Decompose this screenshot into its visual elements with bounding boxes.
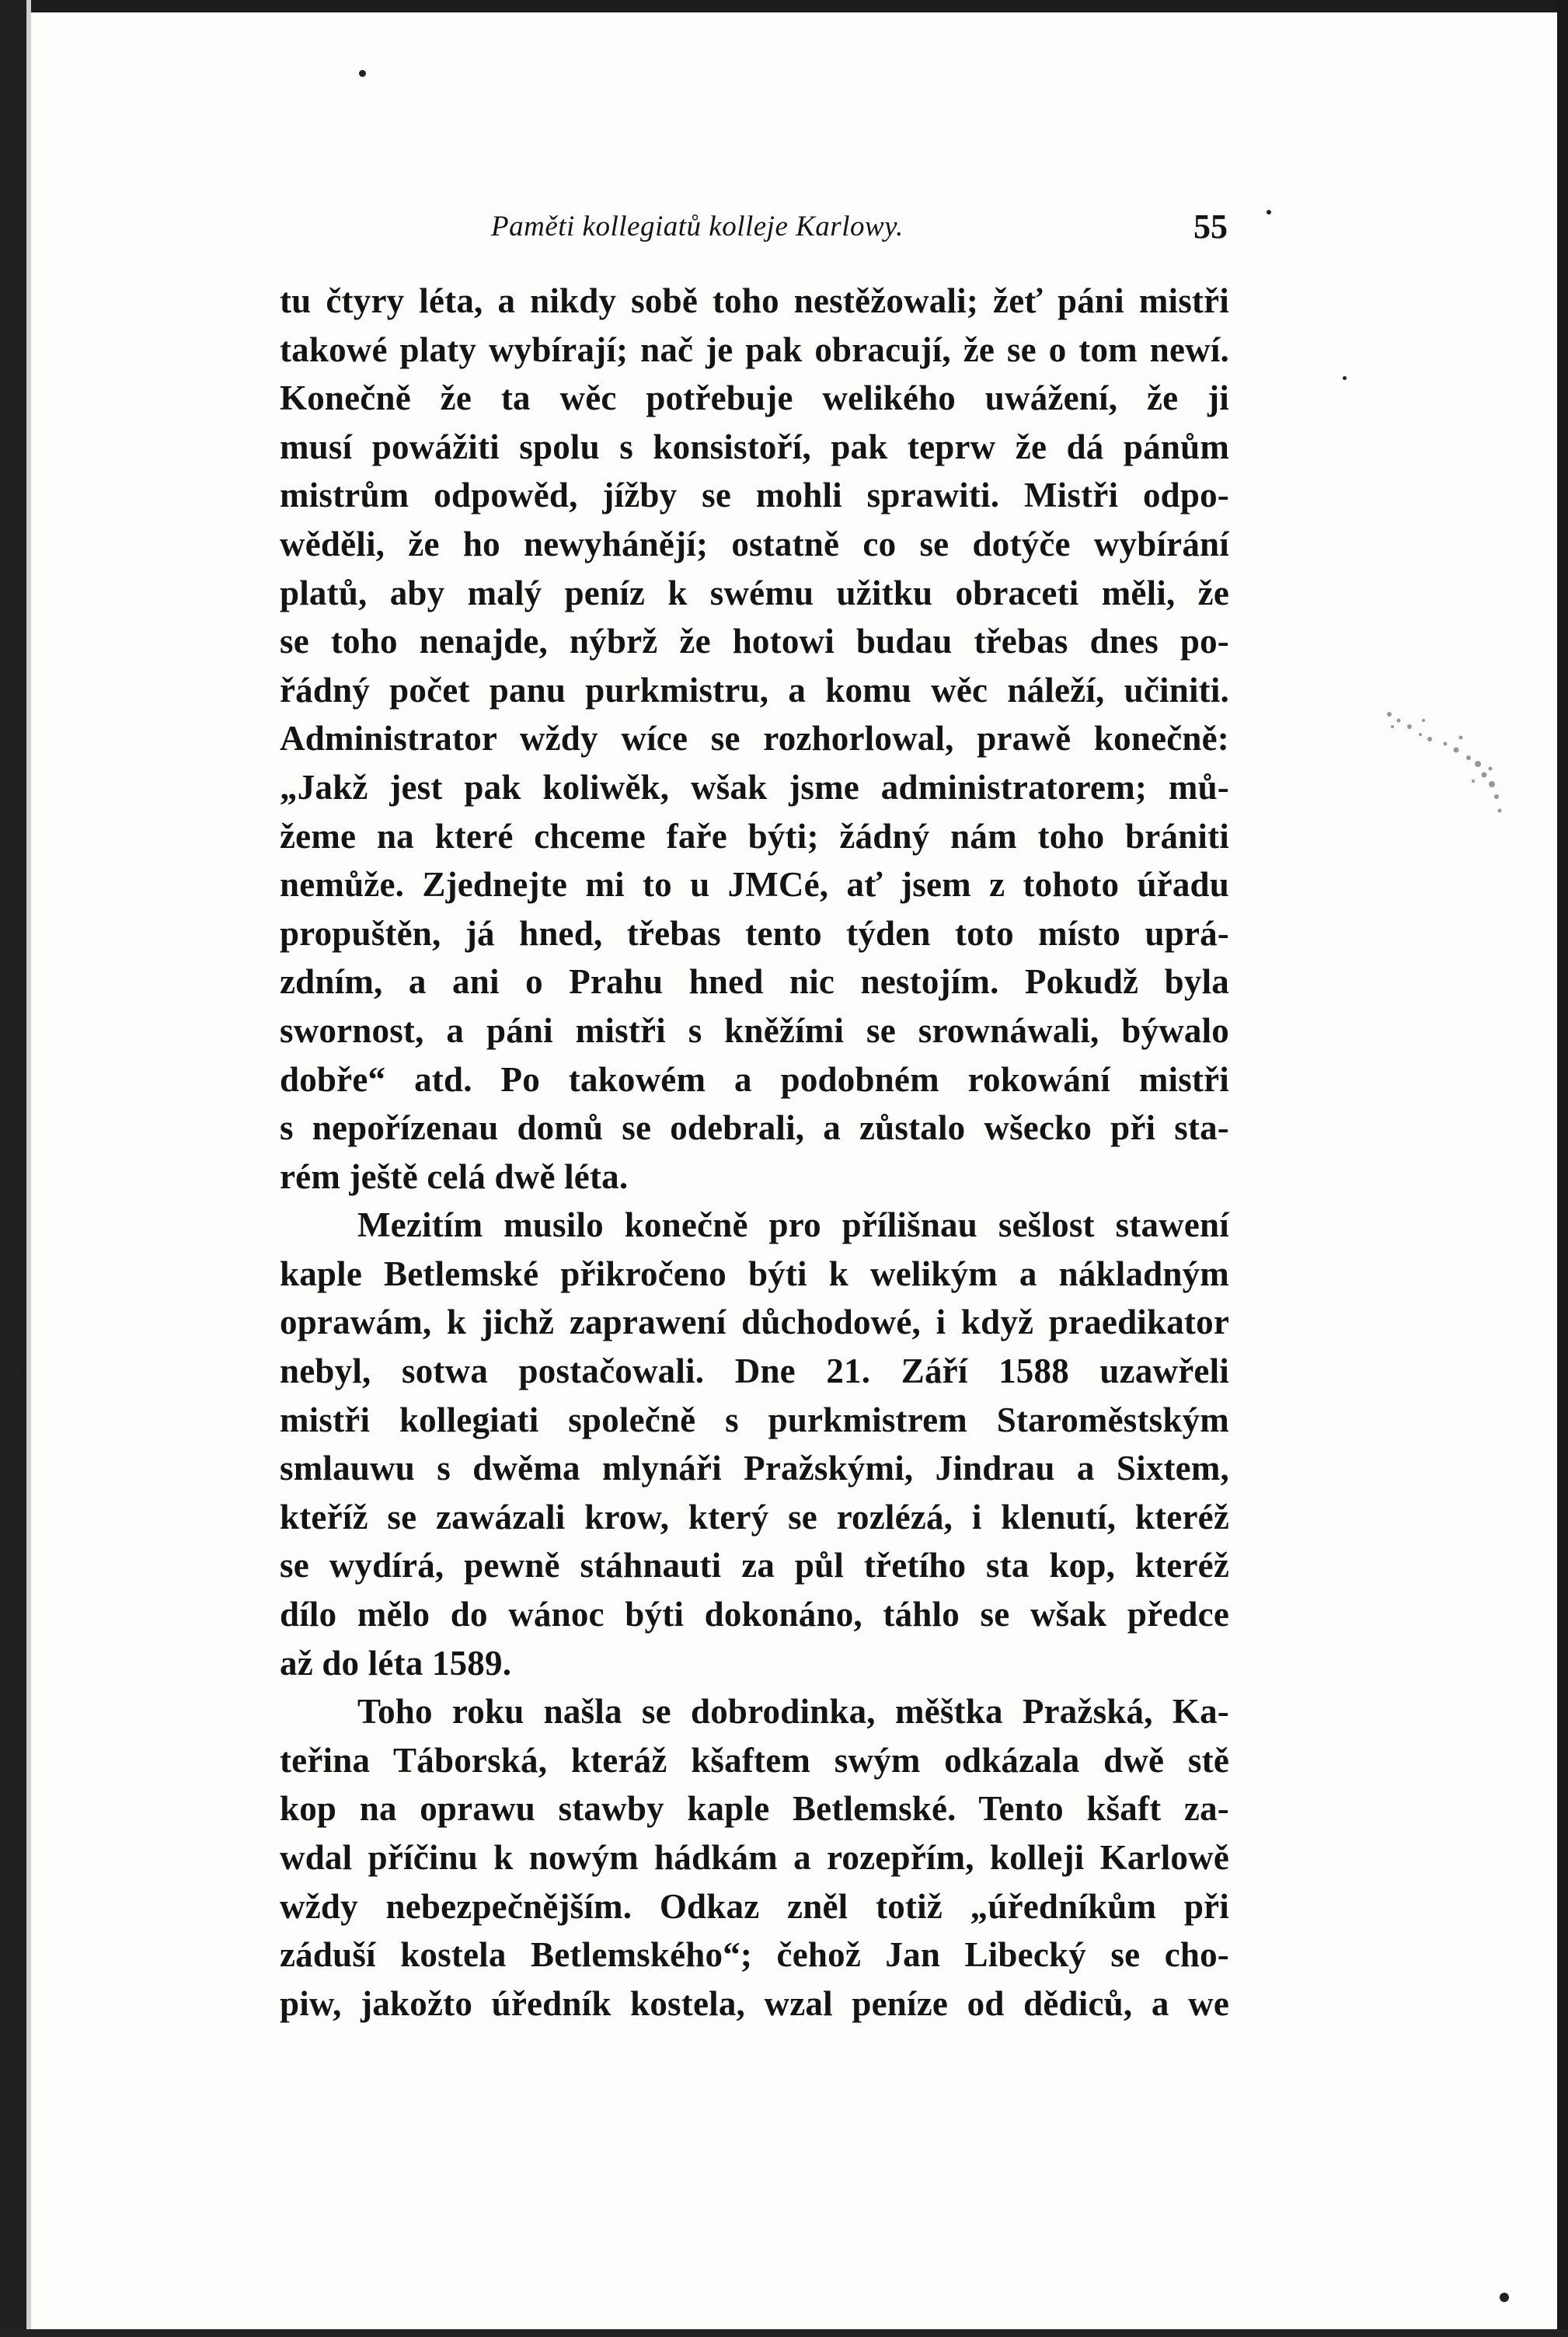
text-line: propuštěn, já hned, třebas tento týden toto místo uprá- xyxy=(280,913,1229,953)
scan-smudge xyxy=(1375,703,1507,820)
scan-edge-right xyxy=(1557,0,1568,2337)
scan-speck xyxy=(1500,2293,1509,2302)
paragraph-start: Toho roku našla se dobrodinka, měštka Pražská, Ka- xyxy=(357,1692,1229,1732)
scan-speck xyxy=(1343,376,1347,380)
text-line: smlauwu s dwěma mlynáři Pražskými, Jindrau a Sixtem, xyxy=(280,1449,1229,1488)
text-line: tu čtyry léta, a nikdy sobě toho nestěžowali; žeť páni mistři xyxy=(280,281,1229,320)
text-line: mistrům odpowěd, jížby se mohli sprawiti. Mistři odpo- xyxy=(280,476,1229,515)
text-line: Konečně že ta wěc potřebuje welikého uwážení, že ji xyxy=(280,378,1229,418)
paragraph-start: Mezitím musilo konečně pro přílišnau sešlost stawení xyxy=(357,1205,1229,1245)
text-line: takowé platy wybírají; nač je pak obracují, že se o tom newí. xyxy=(280,330,1229,369)
scan-speck xyxy=(1267,210,1271,215)
text-line: nemůže. Zjednejte mi to u JMCé, ať jsem z tohoto úřadu xyxy=(280,865,1229,905)
text-line: řádný počet panu purkmistru, a komu wěc náleží, učiniti. xyxy=(280,670,1229,710)
text-line: platů, aby malý peníz k swému užitku obraceti měli, že xyxy=(280,573,1229,612)
body-text xyxy=(280,277,1229,2028)
text-line: se toho nenajde, nýbrž že hotowi budau třebas dnes po- xyxy=(280,622,1229,661)
text-line: dílo mělo do wánoc býti dokonáno, táhlo se wšak předce xyxy=(280,1595,1229,1634)
text-line: zdním, a ani o Prahu hned nic nestojím. Pokudž byla xyxy=(280,962,1229,1002)
text-line: dobře“ atd. Po takowém a podobném rokowání mistři xyxy=(280,1059,1229,1099)
scan-speck xyxy=(9,1369,20,1376)
text-line: mistři kollegiati společně s purkmistrem Staroměstským xyxy=(280,1400,1229,1439)
text-line: wždy nebezpečnějším. Odkaz zněl totiž „úředníkům při xyxy=(280,1886,1229,1926)
page-number: 55 xyxy=(1193,208,1228,246)
text-line: „Jakž jest pak koliwěk, wšak jsme administratorem; mů- xyxy=(280,767,1229,807)
text-line: oprawám, k jichž zaprawení důchodowé, i když praedikator xyxy=(280,1303,1229,1342)
scan-edge-left-inner xyxy=(26,0,31,2337)
text-line: kop na oprawu stawby kaple Betlemské. Tento kšaft za- xyxy=(280,1789,1229,1829)
scan-edge-bottom xyxy=(0,2329,1568,2337)
text-line: rém ještě celá dwě léta. xyxy=(280,1156,629,1196)
text-line: Administrator wždy wíce se rozhorlowal, prawě konečně: xyxy=(280,719,1229,759)
text-line: piw, jakožto úředník kostela, wzal peníze od dědiců, a we xyxy=(280,1983,1229,2023)
text-line: žeme na které chceme faře býti; žádný nám toho brániti xyxy=(280,816,1229,856)
text-line: musí powážiti spolu s konsistoří, pak teprw že dá pánům xyxy=(280,427,1229,466)
text-line: kaple Betlemské přikročeno býti k welikým a nákladným xyxy=(280,1254,1229,1293)
scan-speck xyxy=(359,70,366,77)
scan-edge-left xyxy=(0,0,26,2337)
text-line: wěděli, že ho newyhánějí; ostatně co se dotýče wybírání xyxy=(280,524,1229,563)
text-line: wdal příčinu k nowým hádkám a rozepřím, kolleji Karlowě xyxy=(280,1838,1229,1877)
text-line: swornost, a páni mistři s kněžími se srownáwali, býwalo xyxy=(280,1010,1229,1050)
text-line: se wydírá, pewně stáhnauti za půl třetího sta kop, kteréž xyxy=(280,1546,1229,1585)
text-line: teřina Táborská, kteráž kšaftem swým odkázala dwě stě xyxy=(280,1740,1229,1780)
running-title: Paměti kollegiatů kolleje Karlowy. xyxy=(491,211,904,242)
text-line: s nepořízenau domů se odebrali, a zůstalo wšecko při sta- xyxy=(280,1108,1229,1148)
page-header xyxy=(280,210,1228,256)
scan-edge-top xyxy=(0,0,1568,12)
text-line: nebyl, sotwa postačowali. Dne 21. Září 1588 uzawřeli xyxy=(280,1352,1229,1391)
text-line: kteříž se zawázali krow, který se rozlézá, i klenutí, kteréž xyxy=(280,1497,1229,1536)
text-line: až do léta 1589. xyxy=(280,1643,512,1683)
text-line: záduší kostela Betlemského“; čehož Jan Libecký se cho- xyxy=(280,1935,1229,1975)
